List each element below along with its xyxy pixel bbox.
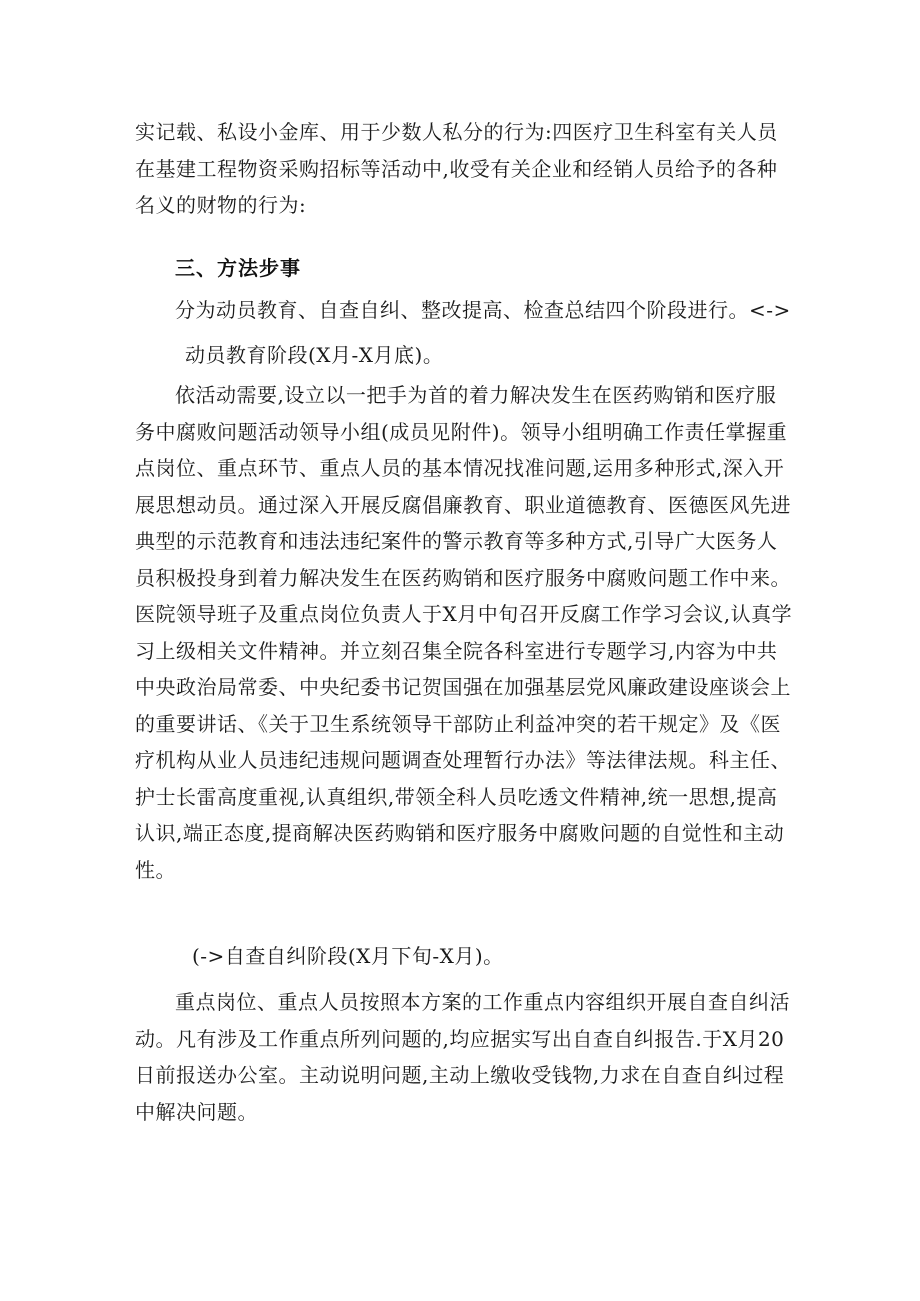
stage-one-paragraph: 依活动需要,设立以一把手为首的着力解决发生在医药购销和医疗服务中腐败问题活动领导小组(成员见附件)。领导小组明确工作责任掌握重点岗位、重点环节、重点人员的基本情况找准问题,运用多种形式,深入开展思想动员。通过深入开展反腐倡廉教育、职业道德教育、医德医风先进典型的示范教育和违法违纪案件的警示教育等多种方式,引导广大医务人员积极投身到着力解决发生在医药购销和医疗服务中腐败问题工作中来。医院领导班子及重点岗位负责人于X月中旬召开反腐工作学习会议,认真学习上级相关文件精神。并立刻召集全院各科室进行专题学习,内容为中共中央政治局常委、中央纪委书记贺国强在加强基层党风廉政建设座谈会上的重要讲话、《关于卫生系统领导干部防止利益冲突的若干规定》及《医疗机构从业人员违纪违规问题调查处理暂行办法》等法律法规。科主任、护士长雷高度重视,认真组织,带领全科人员吃透文件精神,统一思想,提高认识,端正态度,提商解决医药购销和医疗服务中腐败问题的自觉性和主动性。 <box>135 383 793 882</box>
continued-paragraph: 实记载、私设小金库、用于少数人私分的行为:四医疗卫生科室有关人员在基建工程物资采购招标等活动中,收受有关企业和经销人员给予的各种名义的财物的行为: <box>135 120 778 217</box>
stage-two-paragraph: 重点岗位、重点人员按照本方案的工作重点内容组织开展自查自纠活动。凡有涉及工作重点所列问题的,均应据实写出自查自纠报告.于X月20日前报送办公室。主动说明问题,主动上缴收受钱物,力求在自查自纠过程中解决问题。 <box>135 990 790 1124</box>
section-heading-methods: 三、方法步事 <box>175 256 301 280</box>
stage-two-title: (->自查自纠阶段(X月下旬-X月)。 <box>192 944 504 968</box>
stages-intro: 分为动员教育、自查自纠、整改提高、检查总结四个阶段进行。<-> <box>175 298 791 322</box>
stage-one-title: 动员教育阶段(X月-X月底)。 <box>185 343 444 367</box>
